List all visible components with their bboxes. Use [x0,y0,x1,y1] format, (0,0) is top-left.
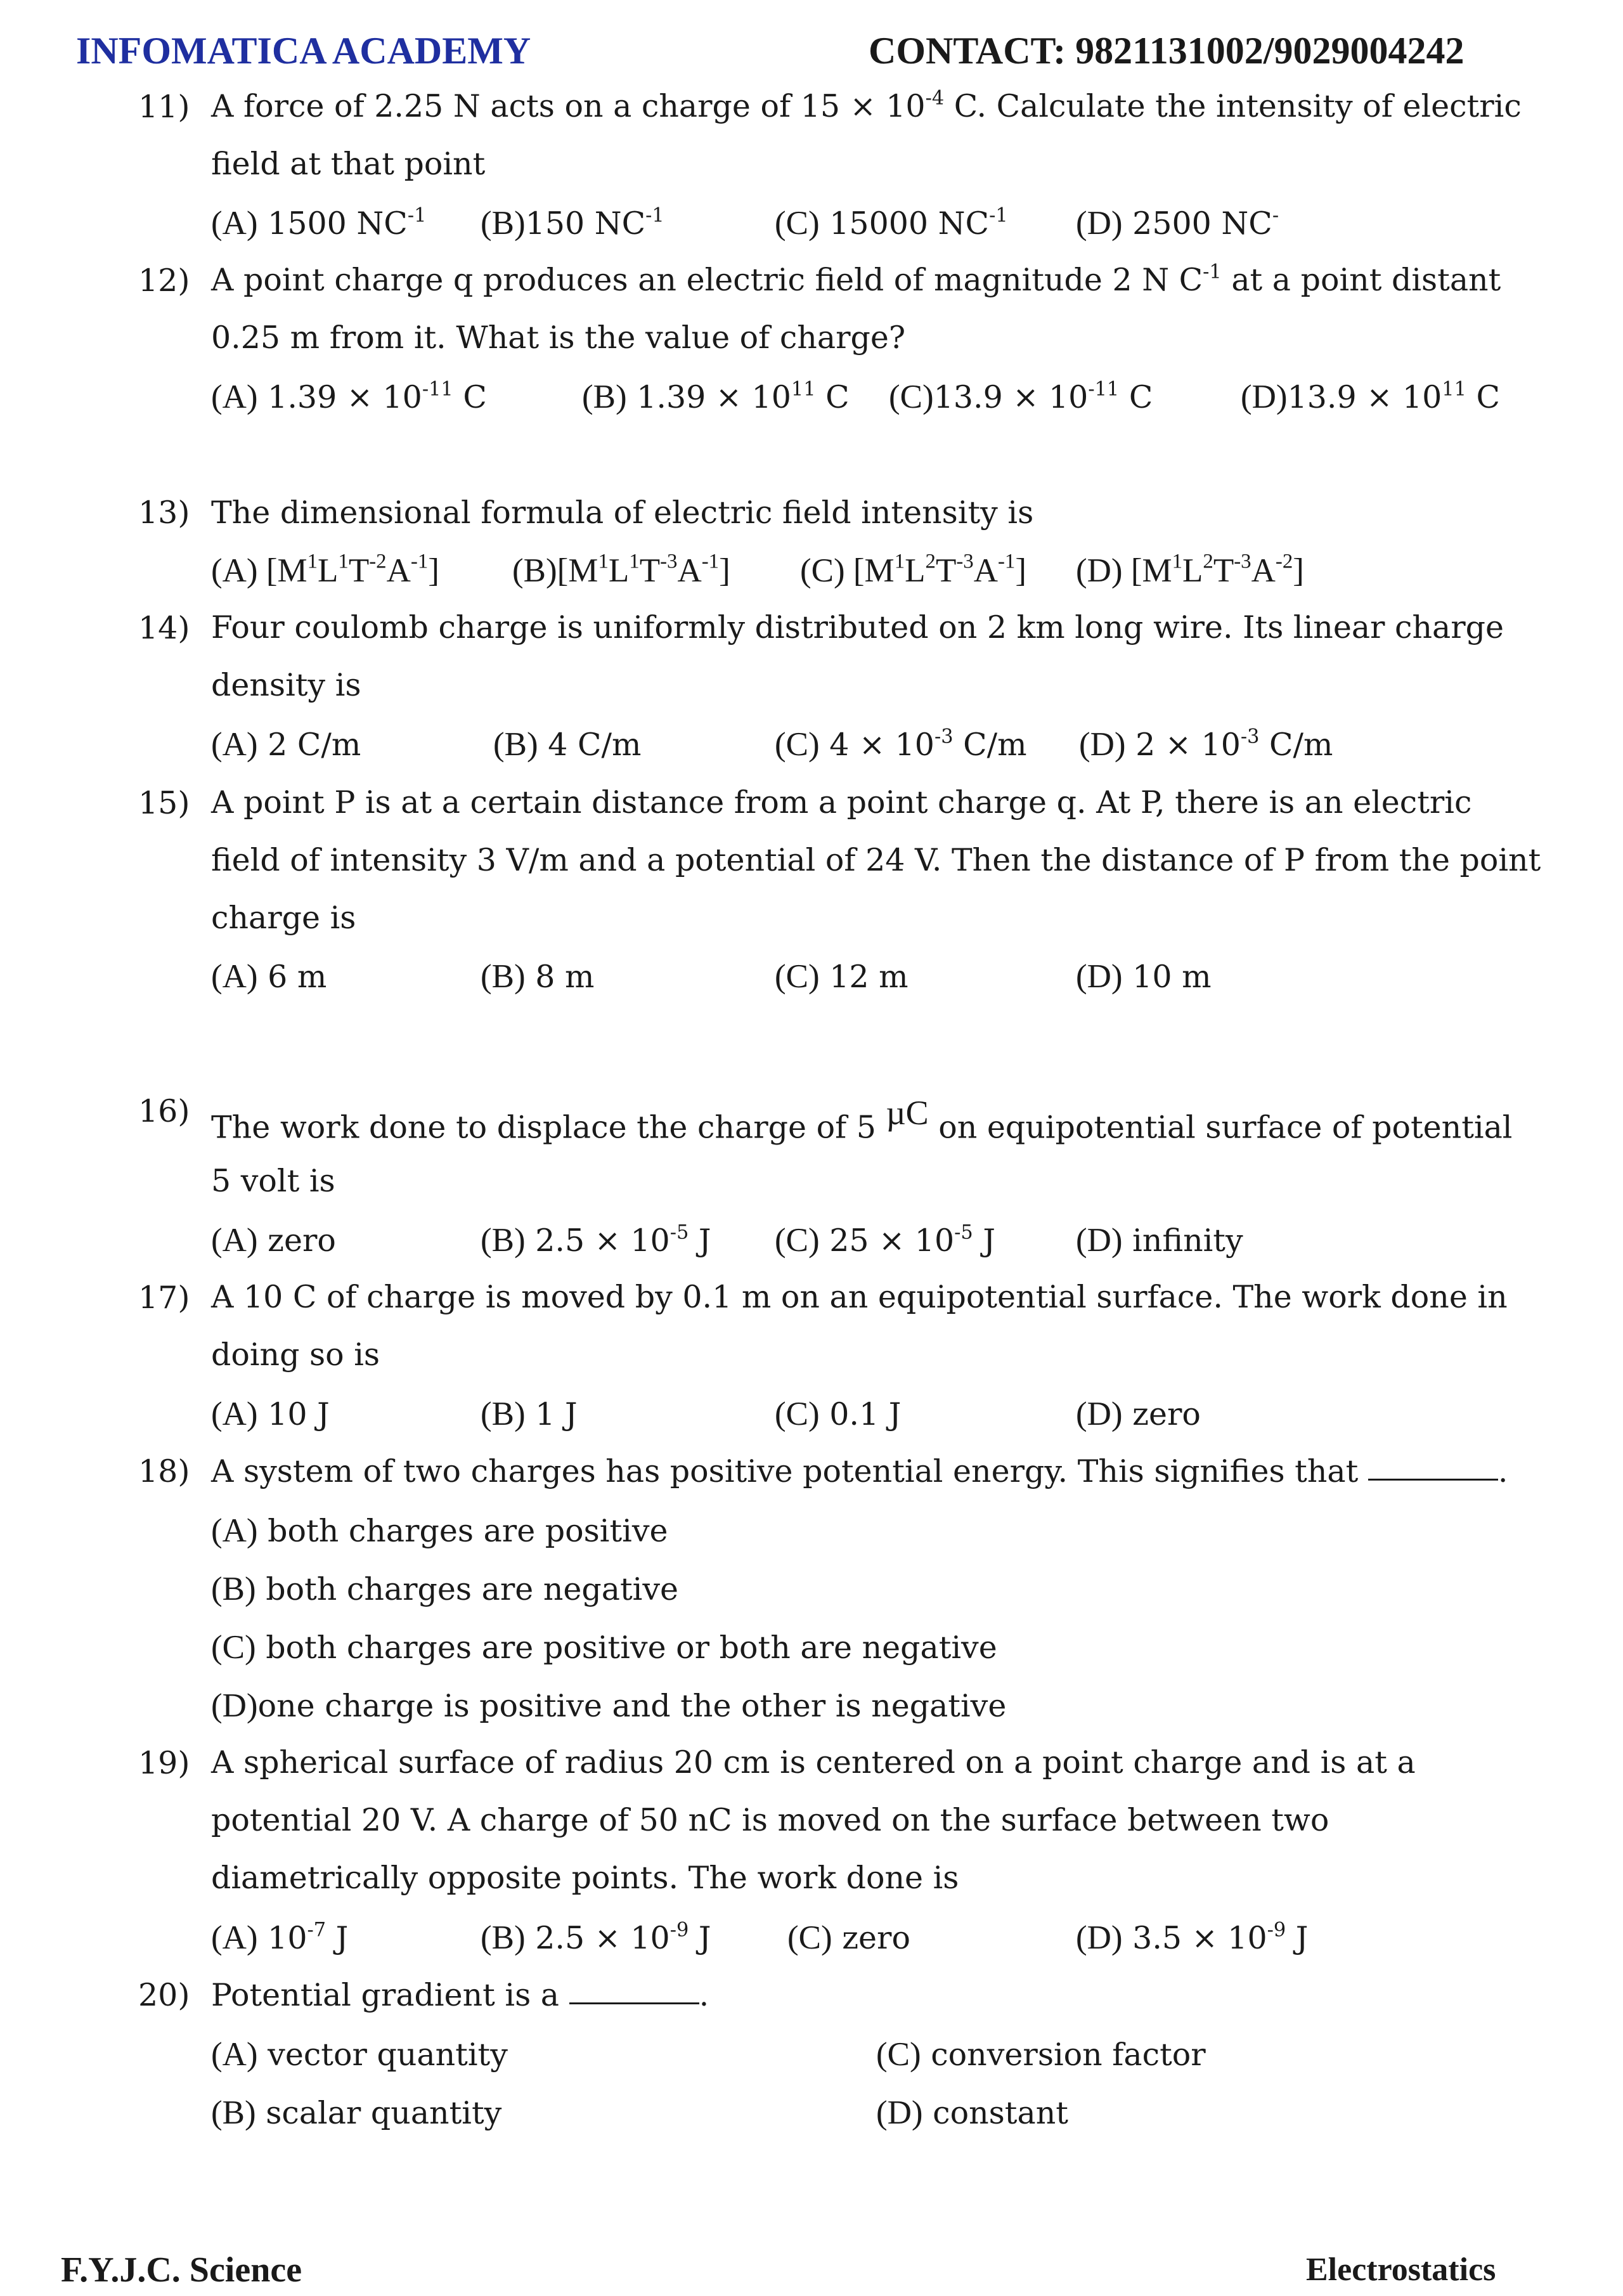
option-c: (C) $4 \times 10^{-3}$ C/m [775,725,1027,763]
option-d: (D) infinity [1076,1222,1243,1259]
option-a: (A) 2 C/m [211,726,361,763]
option-b: (B) both charges are negative [211,1571,679,1607]
option-d: (D) zero [1076,1396,1201,1432]
option-c: (C) 0.1 J [775,1396,902,1432]
question-text: A 10 C of charge is moved by 0.1 m on an equipotential surface. The work done in doing so is [211,1279,1508,1373]
option-d: (D) $3.5 \times 10^{-9}$ J [1076,1919,1309,1956]
option-b: (B) $2.5 \times 10^{-9}$ J [481,1919,711,1956]
option-c: (C) $[M^1L^2T^{-3}A^{-1}]$ [800,550,1026,589]
option-c: (C) both charges are positive or both are negative [211,1629,997,1666]
question-number: 17) [138,1280,190,1316]
option-d: (D) $2 \times 10^{-3}$ C/m [1079,725,1333,763]
contact-info: CONTACT: 9821131002/9029004242 [869,30,1465,72]
question-number: 19) [138,1745,190,1781]
option-c: $(C)13.9 \times 10^{-11}$ C [889,378,1153,415]
option-b: (B)150 $NC^{-1}$ [481,204,664,242]
question-text: Potential gradient is a . [211,1977,709,2013]
option-b: (B) 8 m [481,958,595,995]
question-text: A force of 2.25 N acts on a charge of $15 \times 10^{-4}$ C. Calculate the intensity of electric field at that point [211,87,1522,182]
option-c: (C) $25 \times 10^{-5}$ J [775,1221,995,1259]
option-a: (A) vector quantity [211,2036,508,2073]
option-a: (A) 1500 $NC^{-1}$ [211,204,427,242]
question-number: 14) [138,610,190,646]
question-text-cont: 5 volt is [211,1163,335,1199]
option-b: $(B)[M^1L^1T^{-3}A^{-1}]$ [512,550,730,589]
question-number: 18) [138,1453,190,1489]
option-a: (A) zero [211,1222,336,1259]
question-text: The dimensional formula of electric field intensity is [211,495,1034,531]
option-a: (A) 6 m [211,958,327,995]
question-text: The work done to displace the charge of 5 µC on equipotential surface of potential [211,1094,1513,1146]
question-number: 12) [138,263,190,299]
footer-class: F.Y.J.C. Science [61,2250,302,2290]
option-a: (A) 10 J [211,1396,330,1432]
option-a: (A) $10^{-7}$ J [211,1919,349,1956]
option-b: (B) $2.5 \times 10^{-5}$ J [481,1221,711,1259]
question-number: 13) [138,495,190,531]
question-number: 20) [138,1977,190,2013]
option-d: $(D)13.9 \times 10^{11}$ C [1241,378,1500,415]
option-a: (A) $1.39 \times 10^{-11}$ C [211,378,487,415]
option-b: (B) 4 C/m [493,726,642,763]
option-b: (B) scalar quantity [211,2094,502,2131]
question-number: 11) [138,89,190,125]
option-a: (A) $[M^1L^1T^{-2}A^{-1}]$ [211,550,439,589]
question-text: Four coulomb charge is uniformly distributed on 2 km long wire. Its linear charge density is [211,609,1504,703]
option-c: (C) 12 m [775,958,908,995]
question-text: A point charge q produces an electric field of magnitude 2 N $C^{-1}$ at a point distant 0.25 m from it. What is the value of charge? [211,261,1501,356]
option-c: (C) 15000 $NC^{-1}$ [775,204,1008,242]
question-number: 15) [138,785,190,821]
option-d: (D) 10 m [1076,958,1212,995]
option-d: (D) 2500 NC- [1076,204,1279,242]
question-number: 16) [138,1093,190,1129]
option-a: (A) both charges are positive [211,1512,668,1549]
option-d: (D) $[M^1L^2T^{-3}A^{-2}]$ [1076,550,1304,589]
option-d: (D) constant [876,2094,1068,2131]
footer-chapter: Electrostatics [1306,2252,1496,2288]
question-text: A point P is at a certain distance from a point charge q. At P, there is an electric field of intensity 3 V/m and a potential of 24 V. Then the distance of P from the point charge is [211,784,1541,936]
option-b: (B) $1.39 \times 10^{11}$ C [582,378,850,415]
question-text: A spherical surface of radius 20 cm is centered on a point charge and is at a potential 20 V. A charge of 50 nC is moved on the surface between two diametrically opposite points. The work done is [211,1744,1416,1896]
option-c: (C) conversion factor [876,2036,1206,2073]
question-text: A system of two charges has positive potential energy. This signifies that . [211,1453,1508,1489]
option-b: (B) 1 J [481,1396,578,1432]
option-c: (C) zero [787,1919,910,1956]
academy-name: INFOMATICA ACADEMY [76,30,531,72]
option-d: (D)one charge is positive and the other is negative [211,1687,1007,1724]
